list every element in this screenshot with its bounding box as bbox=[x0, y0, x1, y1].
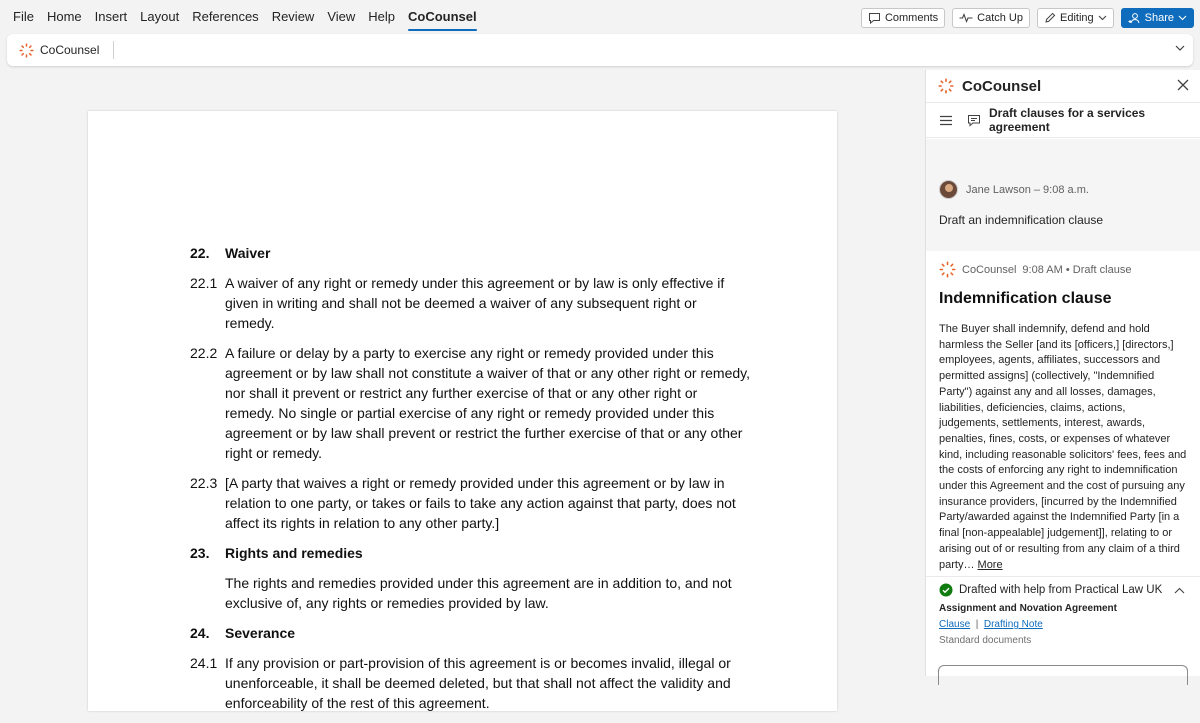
panel-title: CoCounsel bbox=[962, 77, 1042, 95]
more-link[interactable]: More bbox=[977, 558, 1003, 571]
menu-item-insert[interactable]: Insert bbox=[94, 9, 128, 24]
cocounsel-logo-icon bbox=[939, 261, 956, 278]
editing-label: Editing bbox=[1060, 12, 1094, 24]
menu-item-layout[interactable]: Layout bbox=[140, 9, 180, 24]
clause-number: 23. bbox=[190, 545, 210, 561]
source-links bbox=[939, 619, 1187, 630]
clause-text: Severance bbox=[225, 625, 296, 641]
cocounsel-logo-icon bbox=[19, 43, 34, 58]
clause-paragraph bbox=[190, 273, 750, 333]
chevron-down-icon bbox=[1098, 15, 1107, 21]
clause-text: A waiver of any right or remedy under this agreement or by law is only effective if given in writing and shall not be deemed a waiver of any subsequent right or remedy. bbox=[225, 275, 725, 331]
user-message-meta bbox=[939, 180, 1187, 199]
drafting-note-link[interactable]: Drafting Note bbox=[983, 619, 1043, 630]
comment-icon bbox=[868, 12, 881, 24]
cocounsel-logo-icon bbox=[938, 78, 954, 94]
cocounsel-ribbon-button[interactable] bbox=[19, 43, 99, 58]
catch-up-button[interactable] bbox=[952, 8, 1030, 28]
ribbon-tabs bbox=[0, 0, 477, 34]
clause-text: Rights and remedies bbox=[225, 545, 363, 561]
clause-number: 22.2 bbox=[190, 345, 218, 361]
reply-body bbox=[939, 322, 1187, 573]
reply-sender: CoCounsel bbox=[962, 263, 1017, 276]
ribbon bbox=[7, 34, 1193, 66]
collapse-ribbon-chevron-icon[interactable] bbox=[1175, 45, 1185, 52]
chat-icon bbox=[967, 114, 981, 127]
cocounsel-ribbon-label: CoCounsel bbox=[40, 43, 100, 57]
clause-text: If any provision or part-provision of this agreement is or becomes invalid, illegal or unenforceable, it shall be deemed deleted, but that shall not affect the validity and enforceability of the rest of this agreement. bbox=[225, 655, 731, 711]
conversation-bar bbox=[926, 102, 1200, 138]
source-header[interactable] bbox=[939, 583, 1187, 597]
share-people-icon bbox=[1128, 12, 1141, 24]
share-label: Share bbox=[1144, 12, 1174, 24]
clause-text: A failure or delay by a party to exercise any right or remedy provided under this agreement or by law shall not constitute a waiver of that or any other right or remedy, nor shall it prevent or restrict any further exercise of that or any other right or remedy. No single or partial exercise of any right or remedy provided under this agreement or by law shall prevent or restrict the further exercise of that or any other right or remedy. bbox=[225, 345, 750, 461]
clause-paragraph bbox=[190, 653, 750, 713]
menu-item-review[interactable]: Review bbox=[271, 9, 315, 24]
source-doc-title: Assignment and Novation Agreement bbox=[939, 603, 1117, 614]
clause-text: Waiver bbox=[225, 245, 271, 261]
check-circle-icon bbox=[939, 583, 953, 597]
prompt-input[interactable] bbox=[938, 665, 1188, 685]
clause-number: 22.1 bbox=[190, 275, 218, 291]
clause-number: 24.1 bbox=[190, 655, 218, 671]
clause-link[interactable]: Clause bbox=[939, 619, 971, 630]
document-canvas bbox=[0, 70, 925, 711]
clause-number: 22.3 bbox=[190, 475, 218, 491]
clause-number: 22. bbox=[190, 245, 210, 261]
source-category: Standard documents bbox=[939, 635, 1032, 646]
clause-text: [A party that waives a right or remedy provided under this agreement or by law in relation to one party, or takes or fails to take any action against that party, does not affect its rights in relation to any other party.] bbox=[225, 475, 736, 531]
conversation-title: Draft clauses for a services agreement bbox=[989, 106, 1146, 134]
ribbon-divider bbox=[113, 41, 114, 59]
menu-item-references[interactable]: References bbox=[192, 9, 259, 24]
user-message bbox=[926, 139, 1200, 251]
clause-number bbox=[190, 573, 225, 613]
link-separator: | bbox=[975, 619, 979, 630]
hamburger-menu-icon[interactable] bbox=[939, 115, 953, 126]
assistant-reply bbox=[926, 251, 1200, 573]
comments-label: Comments bbox=[884, 12, 939, 24]
document-body[interactable] bbox=[190, 243, 750, 723]
reply-heading: Indemnification clause bbox=[939, 290, 1112, 307]
reply-time-type: 9:08 AM • Draft clause bbox=[1022, 263, 1132, 276]
comments-button[interactable] bbox=[861, 8, 945, 28]
menu-item-file[interactable]: File bbox=[13, 9, 34, 24]
editing-mode-button[interactable] bbox=[1037, 8, 1114, 28]
share-button[interactable] bbox=[1121, 8, 1194, 28]
clause-text: The rights and remedies provided under this agreement are in addition to, and not exclusive of, any rights or remedies provided by law. bbox=[225, 575, 732, 611]
menu-bar bbox=[0, 0, 1200, 34]
menu-item-home[interactable]: Home bbox=[46, 9, 82, 24]
clause-heading bbox=[190, 623, 750, 643]
clause-heading bbox=[190, 543, 750, 563]
pencil-icon bbox=[1044, 12, 1056, 24]
menu-item-help[interactable]: Help bbox=[368, 9, 396, 24]
menu-item-cocounsel[interactable]: CoCounsel bbox=[408, 0, 477, 34]
clause-paragraph bbox=[190, 343, 750, 463]
menu-item-view[interactable]: View bbox=[327, 9, 356, 24]
chevron-down-icon bbox=[1178, 15, 1187, 21]
clause-paragraph bbox=[190, 573, 750, 613]
close-icon[interactable] bbox=[1176, 78, 1190, 92]
avatar bbox=[939, 180, 958, 199]
reply-meta bbox=[939, 261, 1187, 278]
chevron-up-icon[interactable] bbox=[1174, 587, 1185, 594]
catch-up-label: Catch Up bbox=[977, 12, 1023, 24]
user-name-time: Jane Lawson – 9:08 a.m. bbox=[966, 183, 1089, 196]
source-attribution bbox=[926, 576, 1200, 646]
clause-paragraph bbox=[190, 473, 750, 533]
panel-header bbox=[926, 70, 1200, 102]
clause-heading bbox=[190, 243, 750, 263]
pulse-icon bbox=[959, 13, 973, 23]
user-message-text: Draft an indemnification clause bbox=[939, 213, 1104, 227]
reply-body-text: The Buyer shall indemnify, defend and hold harmless the Seller [and its [officers,] [directors,] employees, agents, affiliates, successors and permitted assigns] (collectively, "Indemnified Party") against any and all losses, damages, liabilities, deficiencies, claims, actions, judgements, settlements, interest, awards, penalties, fines, costs, or expenses of whatever kind, including reasonable solicitors' fees, fees and the costs of enforcing any right to indemnification under this Agreement and the cost of pursuing any insurance providers, [incurred by the Indemnified Party/awarded against the Indemnified Party [in a final [non-appealable] judgement]], relating to or arising out of or resulting from any claim of a third party… bbox=[939, 323, 1187, 571]
header-actions bbox=[861, 8, 1194, 28]
source-label: Drafted with help from Practical Law UK bbox=[959, 584, 1163, 596]
cocounsel-panel bbox=[925, 70, 1200, 676]
document-page[interactable] bbox=[88, 111, 837, 711]
clause-number: 24. bbox=[190, 625, 210, 641]
